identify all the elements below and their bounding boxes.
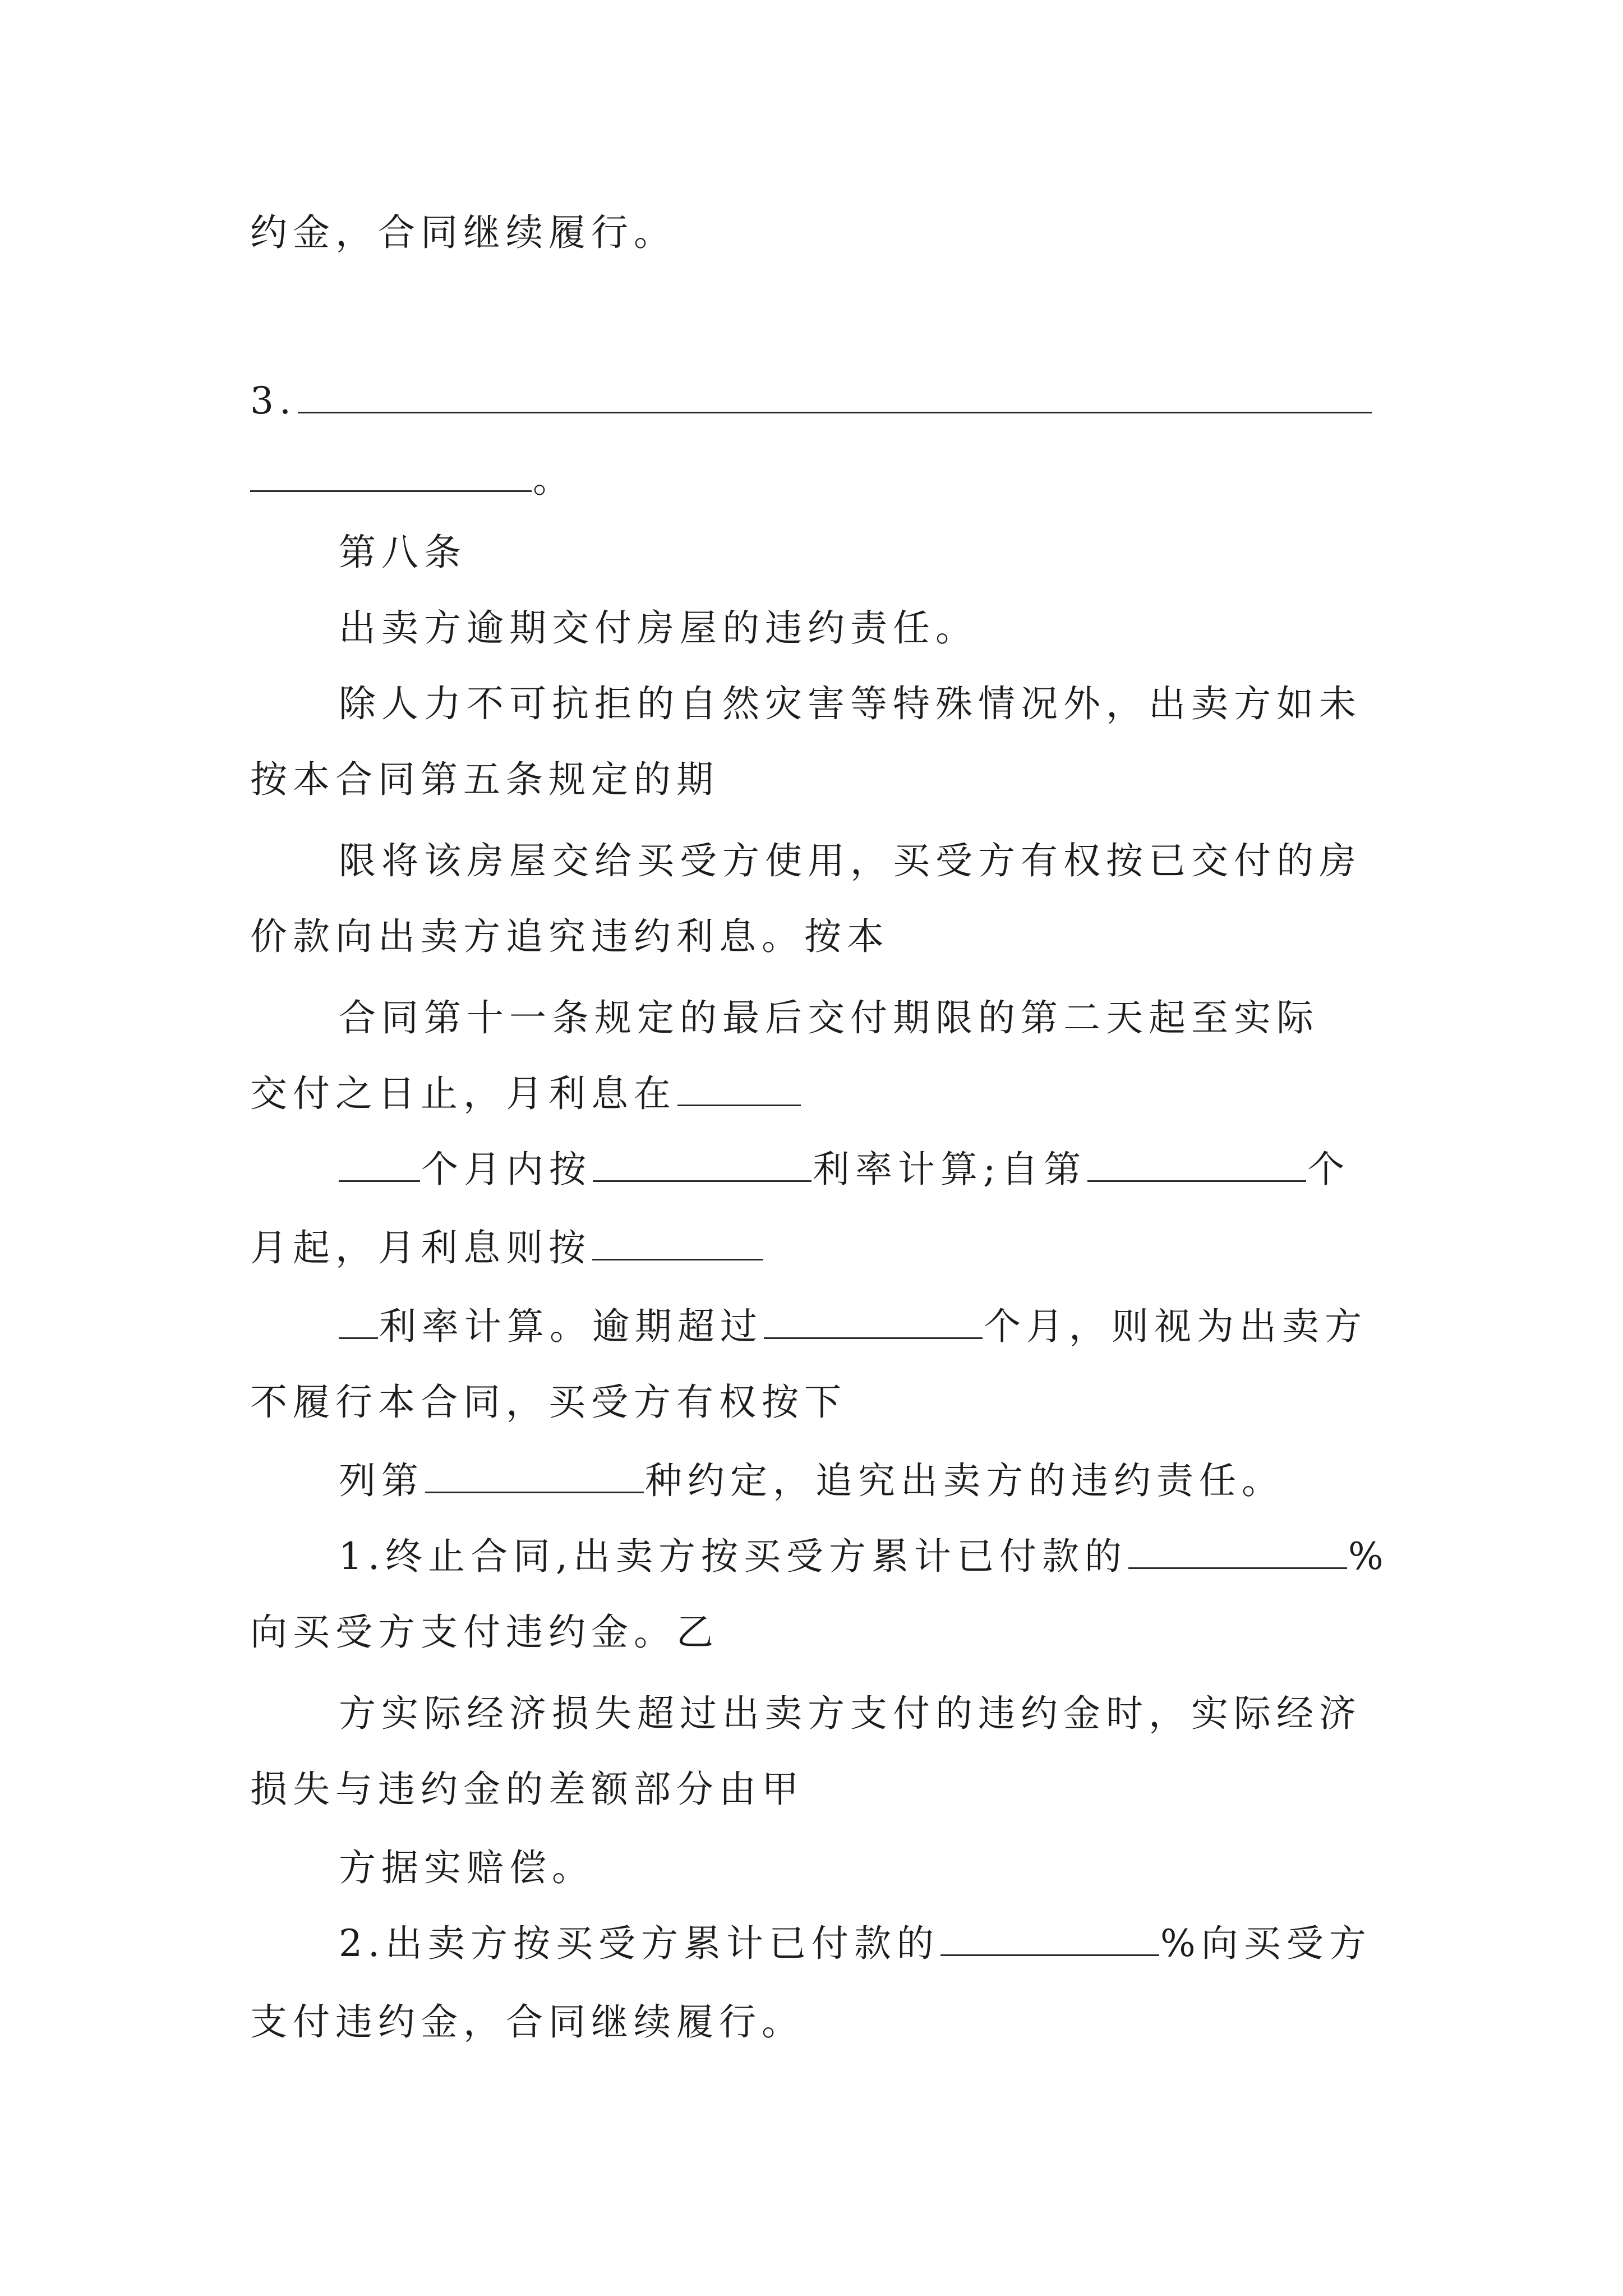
paragraph-line: 合同第十一条规定的最后交付期限的第二天起至实际 xyxy=(339,996,1319,1039)
paragraph-line: 价款向出卖方追究违约利息。按本 xyxy=(250,915,889,958)
fill-in-blank xyxy=(1128,1536,1347,1569)
text-span: 利率计算。逾期超过 xyxy=(379,1305,763,1348)
text-span: % xyxy=(1348,1535,1389,1578)
paragraph-line: 方据实赔偿。 xyxy=(339,1846,594,1889)
paragraph-line xyxy=(250,1223,764,1273)
text-span: 个月内按 xyxy=(421,1148,592,1191)
fill-in-blank xyxy=(250,459,532,492)
text-span: 列第 xyxy=(339,1459,424,1502)
text-span: 个 xyxy=(1307,1148,1350,1191)
fill-in-blank xyxy=(1087,1149,1306,1182)
paragraph-line: 向买受方支付违约金。乙 xyxy=(250,1611,719,1654)
text-span: 2.出卖方按买受方累计已付款的 xyxy=(339,1922,939,1965)
paragraph-line xyxy=(339,1301,1367,1352)
fill-in-blank xyxy=(940,1923,1159,1956)
clause-2-line xyxy=(339,1918,1372,1969)
article-title: 出卖方逾期交付房屋的违约责任。 xyxy=(339,606,978,650)
text-span: 个月，则视为出卖方 xyxy=(984,1305,1367,1348)
punctuation: 。 xyxy=(533,458,575,501)
text-line: 约金，合同继续履行。 xyxy=(250,211,676,254)
clause-1-line xyxy=(339,1531,1389,1582)
text-span: %向买受方 xyxy=(1160,1922,1372,1965)
text-span: 交付之日止，月利息在 xyxy=(250,1072,676,1115)
fill-in-blank xyxy=(425,1460,644,1493)
fill-in-blank xyxy=(298,380,1372,413)
paragraph-line: 支付违约金，合同继续履行。 xyxy=(250,2000,804,2044)
clause-3-line xyxy=(250,376,1373,426)
text-span: 1.终止合同,出卖方按买受方累计已付款的 xyxy=(339,1535,1127,1578)
paragraph-line: 损失与违约金的差额部分由甲 xyxy=(250,1768,804,1811)
paragraph-line: 除人力不可抗拒的自然灾害等特殊情况外，出卖方如未 xyxy=(339,682,1362,725)
article-heading: 第八条 xyxy=(339,531,467,574)
text-span: 种约定，追究出卖方的违约责任。 xyxy=(645,1459,1284,1502)
paragraph-line: 按本合同第五条规定的期 xyxy=(250,758,719,801)
paragraph-line xyxy=(339,1456,1284,1506)
clause-number: 3. xyxy=(250,379,297,422)
fill-in-blank xyxy=(593,1149,811,1182)
fill-in-blank xyxy=(592,1227,763,1260)
paragraph-line xyxy=(339,1144,1350,1195)
paragraph-line: 方实际经济损失超过出卖方支付的违约金时，实际经济 xyxy=(339,1692,1362,1735)
text-span: 月起，月利息则按 xyxy=(250,1226,591,1269)
fill-in-blank xyxy=(339,1306,378,1339)
paragraph-line: 限将该房屋交给买受方使用，买受方有权按已交付的房 xyxy=(339,839,1362,882)
paragraph-line xyxy=(250,1069,802,1119)
fill-in-blank xyxy=(677,1073,801,1106)
text-span: 利率计算;自第 xyxy=(813,1148,1087,1191)
fill-in-blank xyxy=(339,1149,420,1182)
blank-line xyxy=(250,454,575,505)
paragraph-line: 不履行本合同，买受方有权按下 xyxy=(250,1381,847,1424)
fill-in-blank xyxy=(764,1306,983,1339)
